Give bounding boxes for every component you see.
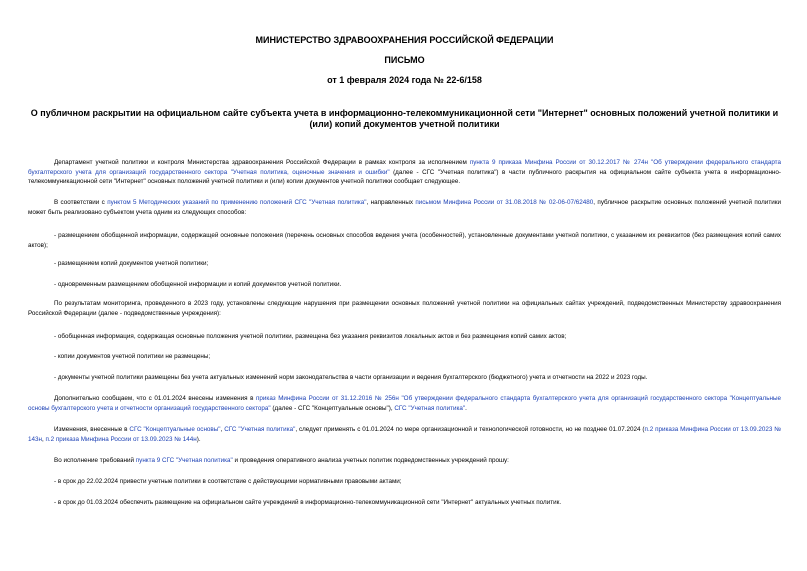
- paragraph-2-text-c: , публичное раскрытие основных положений учетной политики может быть реализовано субъектом учета одним из следующих способов:: [28, 199, 781, 216]
- link-sgs-accounting-policy-item-9[interactable]: пункта 9 СГС "Учетная политика": [135, 457, 233, 464]
- list-item: - в срок до 01.03.2024 обеспечить размещение на официальном сайте учреждений в информационно-телекоммуникационной сети "Интернет" актуальных учетных политик.: [54, 499, 562, 506]
- list-item: - размещением обобщенной информации, содержащей основные положения (перечень основных способов ведения учета (особенностей), установленные документами учетной политики, с указанием их реквизитов (без размещения копий самих актов);: [28, 232, 781, 249]
- paragraph-4-text-c: .: [465, 404, 467, 412]
- paragraph-5-text-d: ,: [41, 435, 46, 443]
- list-item: - одновременным размещением обобщенной информации и копий документов учетной политики.: [54, 281, 342, 288]
- link-order-274n-item-9[interactable]: пункта 9 приказа Минфина России от 30.12.2017 № 274н "Об утверждении федерального стандарта бухгалтерского учета для организаций государственного сектора "Учетная политика, оценочные значения и ошибки": [28, 159, 781, 176]
- paragraph-6-text-a: Во исполнение требований: [54, 457, 136, 464]
- paragraph-6: [28, 456, 781, 466]
- list-item: - копии документов учетной политики не размещены;: [54, 353, 211, 360]
- paragraph-5-text-a: Изменения, внесенные в: [54, 426, 130, 433]
- link-sgs-accounting-policy[interactable]: СГС "Учетная политика": [224, 426, 296, 433]
- paragraph-3: По результатам мониторинга, проведенного в 2023 году, установлены следующие нарушения при размещении основных положений учетной политики на официальных сайтах учреждений, подведомственных Министерству здравоохранения Российской Федерации (далее - подведомственные учреждения):: [28, 300, 781, 317]
- paragraph-1-text-b: (далее - СГС "Учетная политика") в части публичного раскрытия на официальном сайте субъекта учета в информационно-телекоммуникационной сети "Интернет" основных положений учетной политики и (или) копии документов учетной политики сообщает следующее.: [28, 168, 781, 186]
- list-item: - в срок до 22.02.2024 привести учетные политики в соответствие с действующими нормативными правовыми актами;: [54, 478, 402, 485]
- document-date-number: от 1 февраля 2024 года № 22-6/158: [327, 75, 482, 85]
- paragraph-1-text-a: Департамент учетной политики и контроля Министерства здравоохранения Российской Федерации в рамках контроля за исполнением: [54, 159, 470, 166]
- paragraph-2: [28, 198, 781, 217]
- paragraph-5-text-e: ).: [196, 435, 201, 443]
- paragraph-5-text-b: ,: [220, 426, 225, 433]
- paragraph-2-text-b: , направленных: [366, 199, 416, 206]
- link-minfin-letter-62480[interactable]: письмом Минфина России от 31.08.2018 № 02-06-07/62480: [415, 199, 594, 206]
- paragraph-4-text-b: (далее - СГС "Концептуальные основы"),: [270, 404, 395, 412]
- link-sgs-accounting-policy[interactable]: СГС "Учетная политика": [394, 404, 466, 412]
- paragraph-6-text-b: и проведения оперативного анализа учетных политик подведомственных учреждений прошу:: [232, 457, 509, 464]
- paragraph-4: [28, 394, 781, 413]
- paragraph-1: [28, 158, 781, 187]
- link-order-144n-item-2[interactable]: п.2 приказа Минфина России от 13.09.2023 № 144н: [45, 435, 197, 443]
- link-order-143n-item-2[interactable]: п.2 приказа Минфина России от 13.09.2023 № 143н: [28, 426, 781, 443]
- list-item: - размещением копий документов учетной политики;: [54, 260, 209, 267]
- ministry-name: МИНИСТЕРСТВО ЗДРАВООХРАНЕНИЯ РОССИЙСКОЙ ФЕДЕРАЦИИ: [255, 35, 554, 45]
- document-type: ПИСЬМО: [384, 55, 425, 65]
- paragraph-5: [28, 425, 781, 444]
- link-order-256n[interactable]: приказ Минфина России от 31.12.2016 № 256н "Об утверждении федерального стандарта бухгалтерского учета для организаций государственного сектора "Концептуальные основы бухгалтерского учета и отчетности организаций государственного сектора": [28, 395, 781, 412]
- list-item: - документы учетной политики размещены без учета актуальных изменений норм законодательства в части организации и ведения бухгалтерского (бюджетного) учета и отчетности на 2022 и 2023 годы.: [54, 374, 648, 381]
- paragraph-2-text-a: В соответствии с: [54, 199, 108, 206]
- link-methodical-guidelines-item-5[interactable]: пунктом 5 Методических указаний по применению положений СГС "Учетная политика": [107, 199, 367, 206]
- link-sgs-conceptual-basis[interactable]: СГС "Концептуальные основы": [129, 426, 221, 433]
- list-item: - обобщенная информация, содержащая основные положения учетной политики, размещена без указания реквизитов локальных актов и без размещения копий самих актов;: [54, 333, 567, 340]
- paragraph-4-text-a: Дополнительно сообщаем, что с 01.01.2024 внесены изменения в: [54, 395, 256, 402]
- paragraph-5-text-c: , следует применять с 01.01.2024 по мере организационной и технологической готовности, но не позднее 01.07.2024 (: [295, 426, 645, 433]
- document-title: О публичном раскрытии на официальном сайте субъекта учета в информационно-телекоммуникационной сети "Интернет" основных положений учетной политики и (или) копий документов учетной политики: [30, 108, 779, 129]
